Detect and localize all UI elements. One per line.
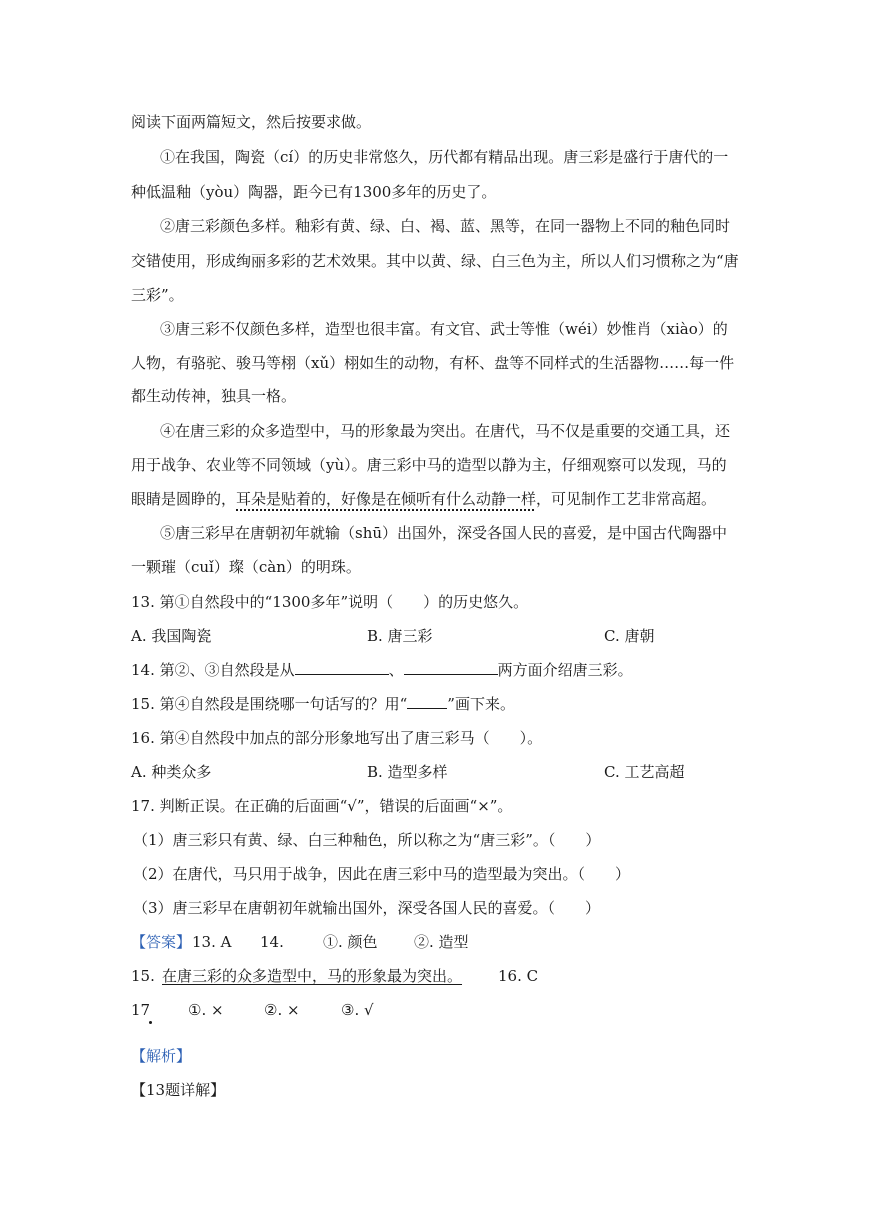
paragraph-4-text-c: ，可见制作工艺非常高超。 — [536, 490, 717, 508]
answer-14-number: 14. — [260, 933, 284, 951]
instruction-text: 阅读下面两篇短文，然后按要求做。 — [131, 113, 372, 131]
question-17-statement-1: （1）唐三彩只有黄、绿、白三种釉色，所以称之为“唐三彩”。（ ） — [133, 831, 601, 849]
answer-13: 13. A — [192, 933, 232, 951]
paragraph-5-line-1: ⑤唐三彩早在唐朝初年就输（shū）出国外，深受各国人民的喜爱，是中国古代陶器中 — [160, 524, 728, 542]
answer-16: 16. C — [498, 967, 539, 985]
answer-label: 【答案】 — [131, 933, 192, 951]
answer-blank-1 — [295, 660, 389, 675]
question-14-prefix: 14. 第②、③自然段是从 — [131, 661, 295, 679]
paragraph-3-line-2: 人物，有骆驼、骏马等栩（xǔ）栩如生的动物，有杯、盘等不同样式的生活器物……每一件 — [131, 354, 735, 372]
paragraph-5-line-2: 一颗璀（cuǐ）璨（càn）的明珠。 — [131, 558, 361, 576]
question-14-suffix: 两方面介绍唐三彩。 — [497, 661, 633, 679]
answer-blank-2 — [404, 660, 498, 675]
answer-14-part-1: ①. 颜色 — [323, 933, 378, 951]
analysis-label: 【解析】 — [131, 1047, 192, 1065]
question-14-stem — [131, 660, 633, 680]
answer-15-text: 在唐三彩的众多造型中，马的形象最为突出。 — [162, 967, 463, 985]
dotted-emphasis-text: 耳朵是贴着的，好像是在倾听有什么动静一样 — [236, 490, 537, 508]
answer-17-dot — [149, 1021, 152, 1024]
question-16-option-a: A. 种类众多 — [131, 763, 212, 781]
answer-14-part-2: ②. 造型 — [414, 933, 469, 951]
paragraph-4-line-2: 用于战争、农业等不同领域（yù）。唐三彩中马的造型以静为主，仔细观察可以发现，马的 — [131, 456, 727, 474]
question-13-explanation-heading: 【13题详解】 — [131, 1081, 226, 1099]
question-16-option-b: B. 造型多样 — [367, 763, 448, 781]
underline-sample — [407, 694, 447, 709]
answer-17-part-3: ③. √ — [341, 1001, 374, 1019]
question-15-stem — [131, 694, 515, 714]
question-13-stem: 13. 第①自然段中的“1300多年”说明（ ）的历史悠久。 — [131, 593, 529, 611]
question-13-option-a: A. 我国陶瓷 — [131, 627, 212, 645]
question-17-statement-3: （3）唐三彩早在唐朝初年就输出国外，深受各国人民的喜爱。（ ） — [133, 899, 601, 917]
paragraph-3-line-1: ③唐三彩不仅颜色多样，造型也很丰富。有文官、武士等惟（wéi）妙惟肖（xiào）的 — [160, 320, 728, 338]
question-16-option-c: C. 工艺高超 — [604, 763, 685, 781]
answer-17-number: 17 — [131, 1001, 151, 1019]
paragraph-3-line-3: 都生动传神，独具一格。 — [131, 387, 297, 405]
paragraph-1-line-1: ①在我国，陶瓷（cí）的历史非常悠久，历代都有精品出现。唐三彩是盛行于唐代的一 — [160, 148, 729, 166]
paragraph-4-text-a: 眼睛是圆睁的， — [131, 490, 237, 508]
question-14-separator: 、 — [388, 661, 404, 679]
question-15-suffix: ”画下来。 — [447, 695, 515, 713]
question-13-option-c: C. 唐朝 — [604, 627, 655, 645]
paragraph-1-line-2: 种低温釉（yòu）陶器，距今已有1300多年的历史了。 — [131, 183, 497, 201]
answer-17-part-1: ①. × — [188, 1001, 224, 1019]
paragraph-4-line-3 — [131, 489, 716, 509]
paragraph-2-line-3: 三彩”。 — [131, 286, 184, 304]
paragraph-2-line-1: ②唐三彩颜色多样。釉彩有黄、绿、白、褐、蓝、黑等，在同一器物上不同的釉色同时 — [160, 217, 731, 235]
question-17-statement-2: （2）在唐代，马只用于战争，因此在唐三彩中马的造型最为突出。（ ） — [133, 865, 631, 883]
paragraph-4-line-1: ④在唐三彩的众多造型中，马的形象最为突出。在唐代，马不仅是重要的交通工具，还 — [160, 422, 731, 440]
question-16-stem: 16. 第④自然段中加点的部分形象地写出了唐三彩马（ ）。 — [131, 729, 543, 747]
paragraph-2-line-2: 交错使用，形成绚丽多彩的艺术效果。其中以黄、绿、白三色为主，所以人们习惯称之为“唐 — [131, 252, 739, 270]
answer-17-part-2: ②. × — [264, 1001, 300, 1019]
question-17-stem: 17. 判断正误。在正确的后面画“√”，错误的后面画“×”。 — [131, 797, 513, 815]
question-13-option-b: B. 唐三彩 — [367, 627, 433, 645]
answer-15-number: 15. — [131, 967, 155, 985]
question-15-prefix: 15. 第④自然段是围绕哪一句话写的？用“ — [131, 695, 408, 713]
